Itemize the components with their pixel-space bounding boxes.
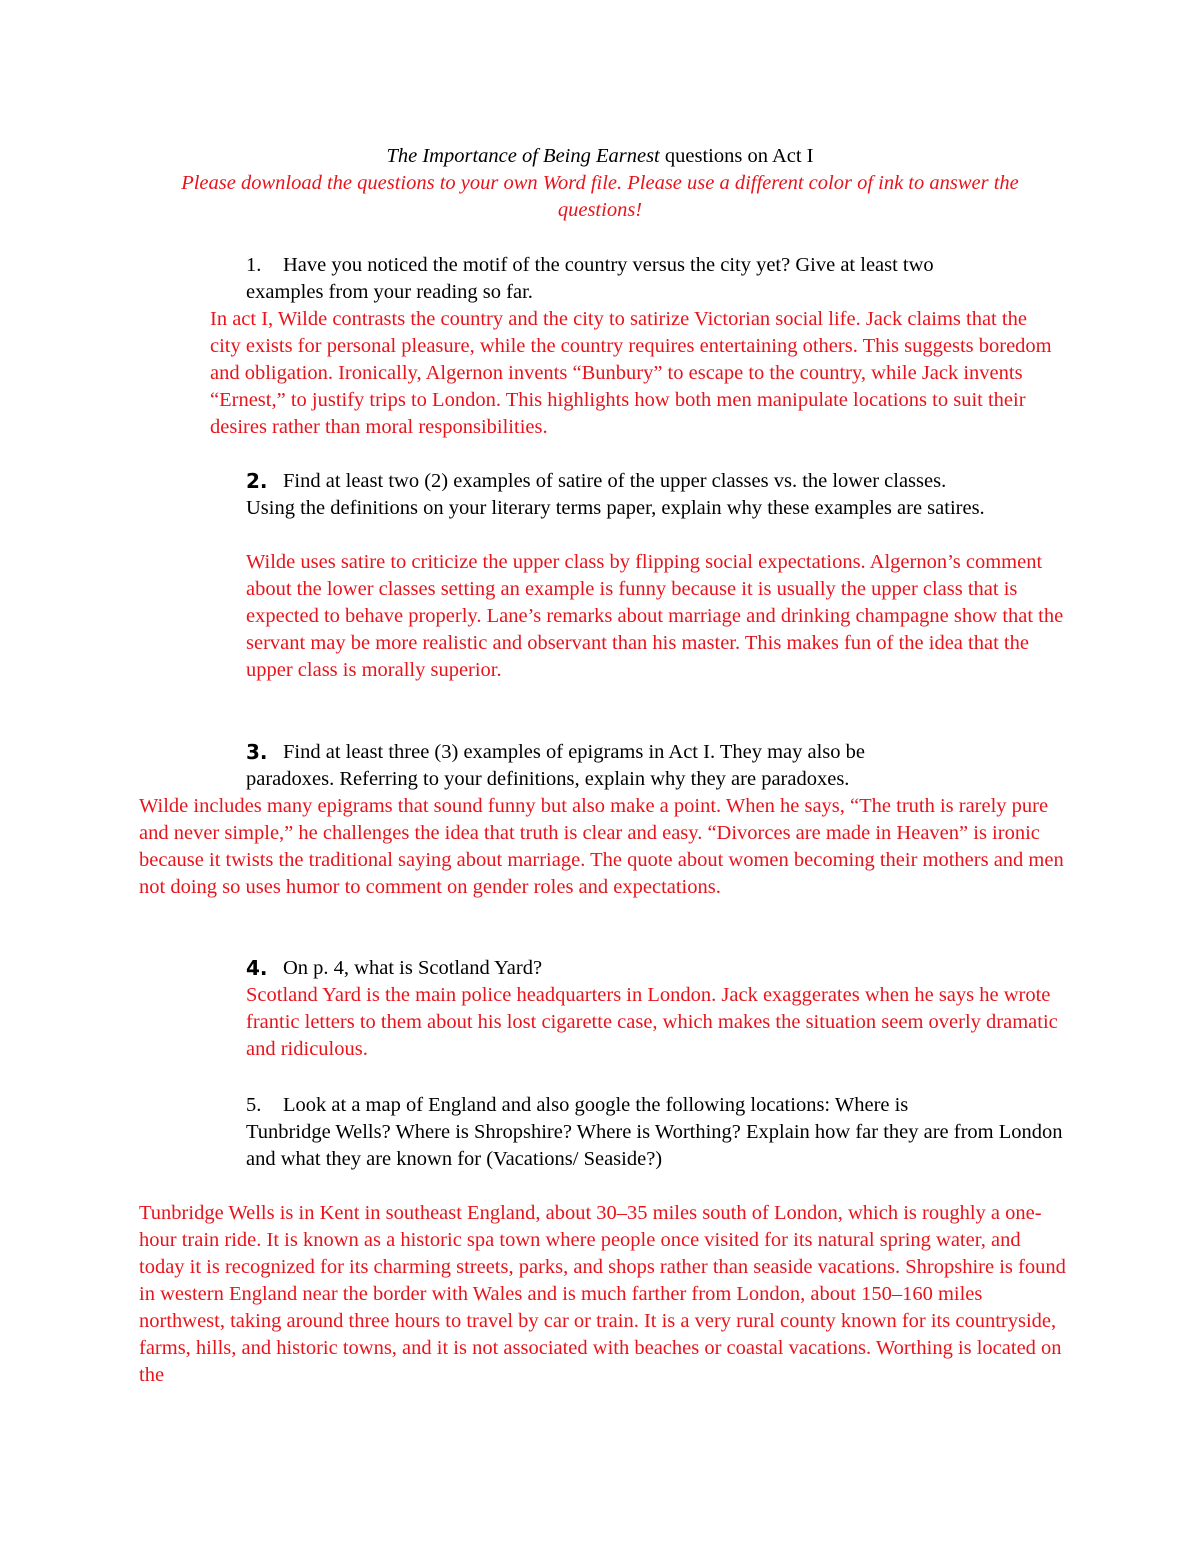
- question-3-line1: Find at least three (3) examples of epigrams in Act I. They may also be: [283, 741, 865, 763]
- answer-1: In act I, Wilde contrasts the country and the city to satirize Victorian social life. Jack claims that the city exists for personal pleasure, while the country requires entertaining others. This suggests boredom and obligation. Ironically, Algernon invents “Bunbury” to escape to the country, while Jack invents “Ernest,” to justify trips to London. This highlights how both men manipulate locations to suit their desires rather than moral responsibilities.: [210, 308, 1052, 438]
- question-1-line1: Have you noticed the motif of the country versus the city yet? Give at least two: [283, 254, 934, 276]
- document-title: [120, 143, 1080, 170]
- question-4-number: 4.: [246, 956, 268, 980]
- instructions: Please download the questions to your own Word file. Please use a different color of ink to answer the questions!: [181, 172, 1019, 221]
- title-rest: questions on Act I: [659, 145, 814, 167]
- question-2-line1: Find at least two (2) examples of satire of the upper classes vs. the lower classes.: [283, 470, 947, 492]
- answer-5: Tunbridge Wells is in Kent in southeast England, about 30–35 miles south of London, which is roughly a one-hour train ride. It is known as a historic spa town where people once visited for its natural spring water, and today it is recognized for its charming streets, parks, and shops rather than seaside vacations. Shropshire is found in western England near the border with Wales and is much farther from London, about 150–160 miles northwest, taking around three hours to travel by car or train. It is a very rural county known for its countryside, farms, hills, and historic towns, and it is not associated with beaches or coastal vacations. Worthing is located on the: [139, 1202, 1066, 1386]
- question-4-line1: On p. 4, what is Scotland Yard?: [283, 957, 543, 979]
- question-1-number: 1.: [246, 254, 262, 276]
- question-2-line2: Using the definitions on your literary terms paper, explain why these examples are satires.: [246, 497, 985, 519]
- answer-2: Wilde uses satire to criticize the upper class by flipping social expectations. Algernon’s comment about the lower classes setting an example is funny because it is usually the upper class that is expected to behave properly. Lane’s remarks about marriage and drinking champagne show that the servant may be more realistic and observant than his master. This makes fun of the idea that the upper class is morally superior.: [246, 551, 1064, 681]
- question-3-line2: paradoxes. Referring to your definitions, explain why they are paradoxes.: [246, 768, 850, 790]
- question-3-number: 3.: [246, 740, 268, 764]
- answer-3: Wilde includes many epigrams that sound funny but also make a point. When he says, “The truth is rarely pure and never simple,” he challenges the idea that truth is clear and easy. “Divorces are made in Heaven” is ironic because it twists the traditional saying about marriage. The quote about women becoming their mothers and men not doing so uses humor to comment on gender roles and expectations.: [139, 795, 1064, 898]
- question-1-line2: examples from your reading so far.: [246, 281, 533, 303]
- answer-4: Scotland Yard is the main police headquarters in London. Jack exaggerates when he says he wrote frantic letters to them about his lost cigarette case, which makes the situation seem overly dramatic and ridiculous.: [246, 984, 1058, 1060]
- question-5-line2: Tunbridge Wells? Where is Shropshire? Where is Worthing? Explain how far they are from London and what they are known for (Vacations/ Seaside?): [246, 1121, 1063, 1170]
- question-2-number: 2.: [246, 469, 268, 493]
- question-5-number: 5.: [246, 1094, 262, 1116]
- title-italic: The Importance of Being Earnest: [386, 145, 660, 167]
- question-5-line1: Look at a map of England and also google the following locations: Where is: [283, 1094, 909, 1116]
